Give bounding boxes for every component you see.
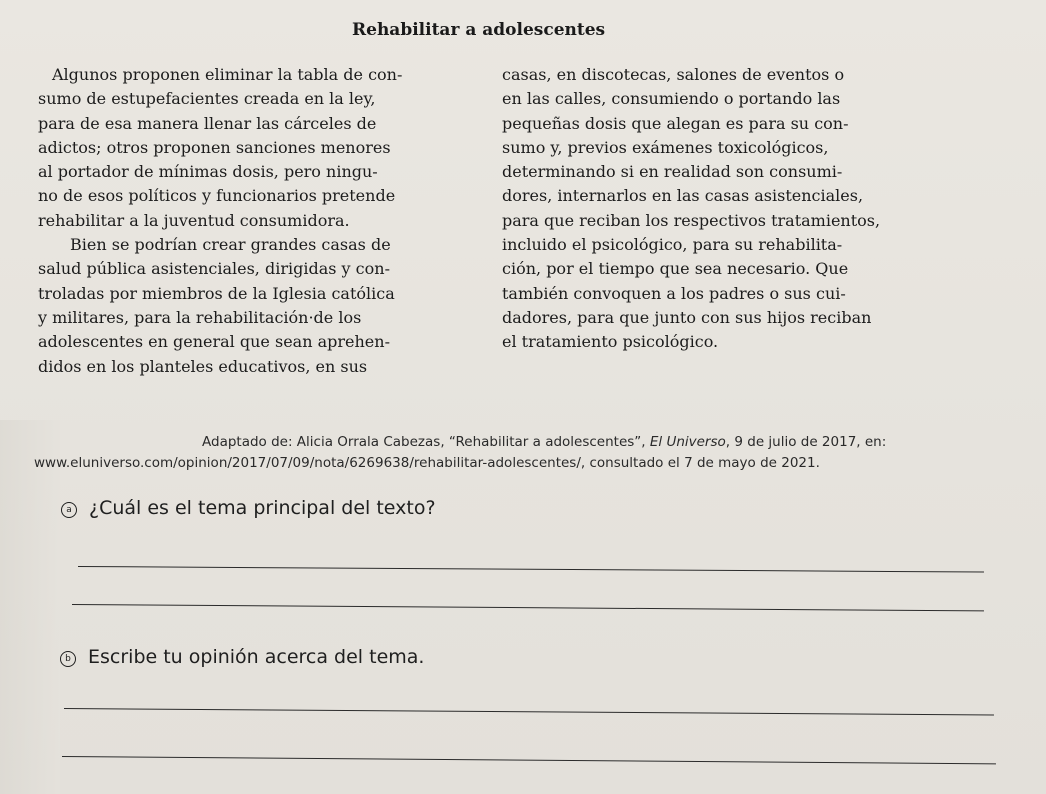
paragraph-line: adolescentes en general que sean aprehen-	[38, 332, 390, 352]
question-marker-b: b	[60, 651, 76, 667]
paragraph-line: salud pública asistenciales, dirigidas y con-	[38, 259, 390, 279]
paragraph-line: dadores, para que junto con sus hijos reciban	[502, 307, 872, 327]
citation-suffix: , 9 de julio de 2017, en:	[725, 434, 887, 450]
citation-url: www.eluniverso.com/opinion/2017/07/09/nota/6269638/rehabilitar-adolescentes/, consultado el 7 de mayo de 2021.	[34, 455, 820, 471]
question-marker-a: a	[61, 502, 77, 518]
question-a	[61, 497, 436, 519]
citation-publication: El Universo	[649, 434, 726, 450]
paragraph-line: para que reciban los respectivos tratamientos,	[502, 210, 881, 230]
citation-line-1	[34, 432, 1004, 453]
paragraph-line: Bien se podrían crear grandes casas de	[70, 235, 391, 255]
answer-line-a1[interactable]	[78, 566, 984, 573]
source-citation	[34, 432, 1004, 474]
paragraph-line: didos en los planteles educativos, en sus	[38, 356, 368, 376]
paragraph-line: sumo de estupefacientes creada en la ley,	[38, 89, 376, 109]
question-b	[60, 646, 424, 668]
question-a-text: ¿Cuál es el tema principal del texto?	[89, 497, 436, 519]
question-b-text: Escribe tu opinión acerca del tema.	[88, 646, 425, 668]
citation-prefix: Adaptado de: Alicia Orrala Cabezas, “Rehabilitar a adolescentes”,	[202, 434, 650, 450]
paragraph-line: ción, por el tiempo que sea necesario. Que	[502, 259, 849, 279]
paragraph-line: incluido el psicológico, para su rehabilita-	[502, 235, 843, 255]
article-right-column	[502, 63, 942, 355]
paragraph-line: dores, internarlos en las casas asistenciales,	[502, 186, 864, 206]
paragraph-line: troladas por miembros de la Iglesia católica	[38, 283, 395, 303]
answer-line-b1[interactable]	[64, 708, 994, 715]
answer-line-b2[interactable]	[62, 756, 996, 764]
paragraph-line: al portador de mínimas dosis, pero ningu-	[38, 162, 378, 182]
paragraph-line: rehabilitar a la juventud consumidora.	[38, 210, 350, 230]
paragraph-line: también convoquen a los padres o sus cui-	[502, 283, 846, 303]
article-left-column	[38, 63, 478, 379]
paragraph-line: pequeñas dosis que alegan es para su con-	[502, 113, 849, 133]
paragraph-line: sumo y, previos exámenes toxicológicos,	[502, 137, 829, 157]
paragraph-line: el tratamiento psicológico.	[502, 332, 719, 352]
paragraph-line: Algunos proponen eliminar la tabla de con-	[52, 65, 403, 84]
paragraph-line: para de esa manera llenar las cárceles de	[38, 113, 377, 133]
paragraph-line: determinando si en realidad son consumi-	[502, 162, 843, 182]
paragraph-line: adictos; otros proponen sanciones menores	[38, 137, 391, 157]
paragraph-line: casas, en discotecas, salones de eventos o	[502, 65, 845, 84]
paragraph-line: en las calles, consumiendo o portando las	[502, 89, 841, 109]
article-title: Rehabilitar a adolescentes	[352, 20, 606, 40]
paragraph-line: no de esos políticos y funcionarios pretende	[38, 186, 396, 206]
paragraph-line: y militares, para la rehabilitación·de los	[38, 307, 362, 327]
answer-line-a2[interactable]	[72, 604, 984, 611]
page-edge-shadow	[0, 420, 60, 794]
